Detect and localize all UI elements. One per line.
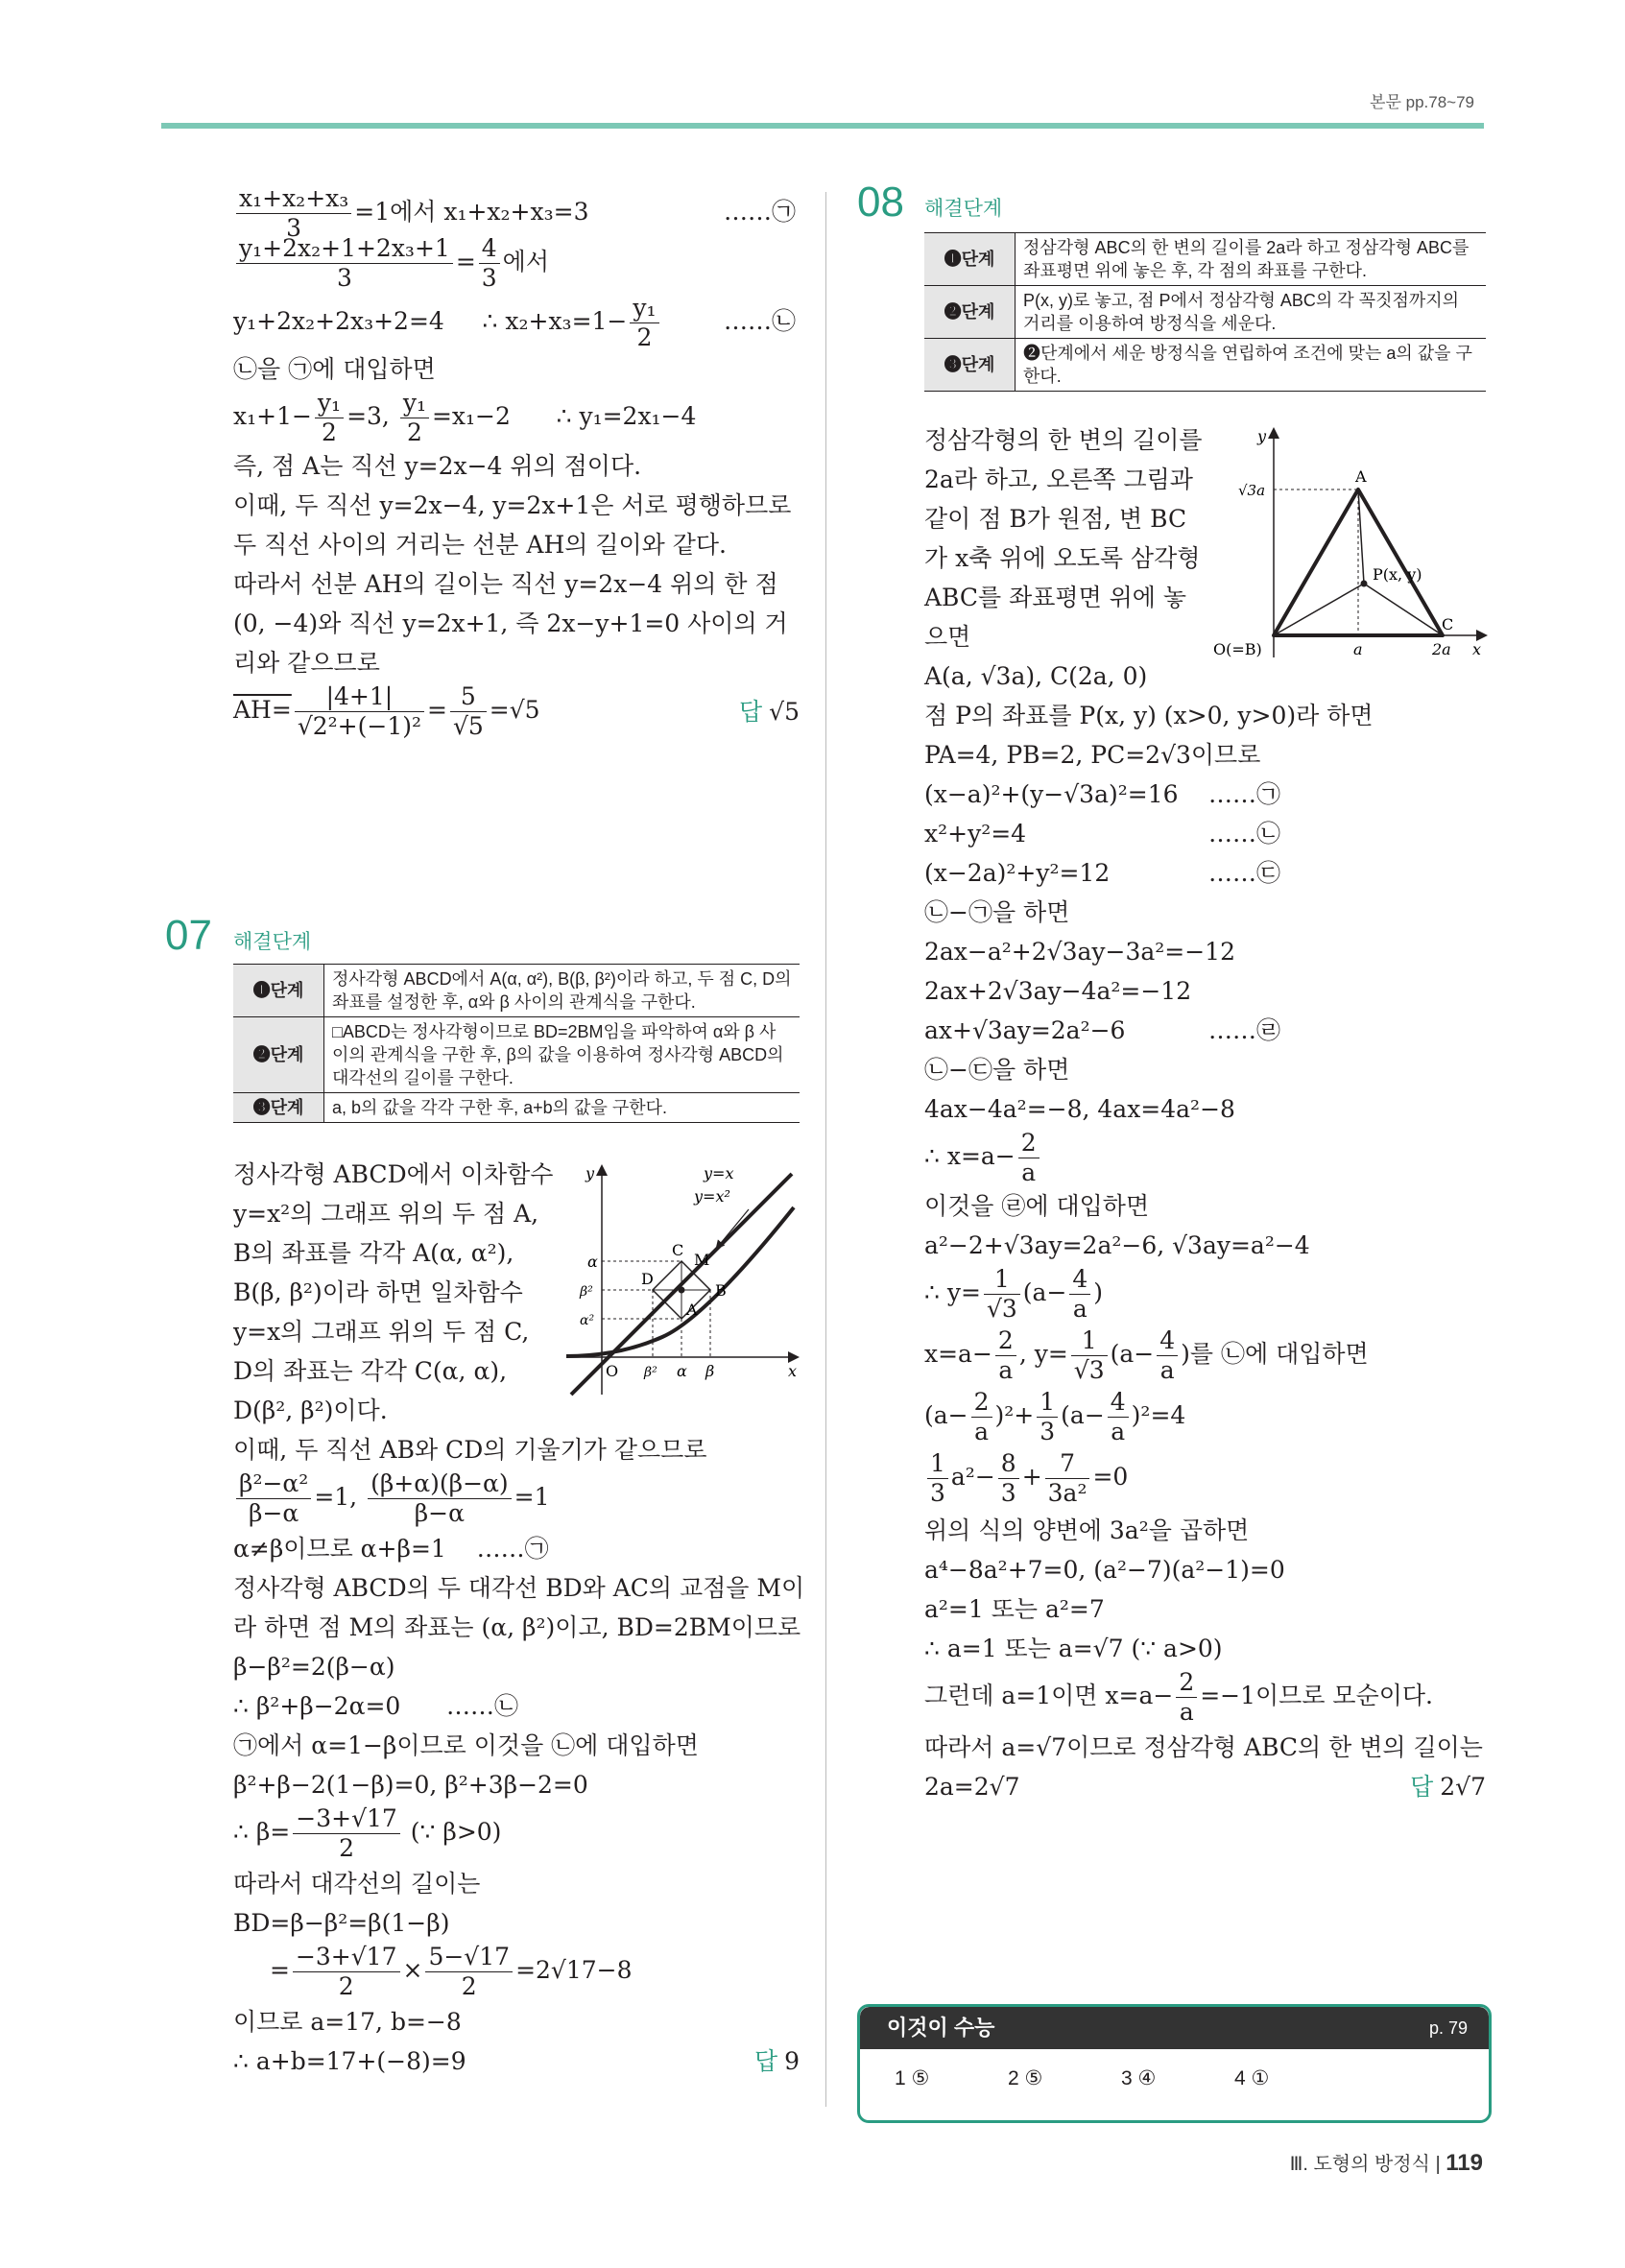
text-line: D(β², β²)이다. bbox=[233, 1397, 388, 1424]
y-axis-label: y bbox=[1257, 427, 1267, 445]
eq-line: PA=4, PB=2, PC=2√3이므로 bbox=[924, 741, 1261, 769]
solution-steps-table bbox=[233, 964, 800, 1123]
text-line: ㉡을 ㉠에 대입하면 bbox=[233, 355, 436, 383]
eq-line: x₁+1− $\frac{\text{y₁}}{2}$ =3, $\frac{\text{y₁}}{2}$ =x₁−2 ∴ y₁=2x₁−4 bbox=[233, 389, 697, 446]
point-c-label: C bbox=[672, 1241, 684, 1259]
suneung-answer-box bbox=[857, 2004, 1492, 2123]
text-line: ㉠에서 α=1−β이므로 이것을 ㉡에 대입하면 bbox=[233, 1731, 699, 1759]
y-tick-sqrt3a: √3a bbox=[1238, 482, 1266, 499]
x-axis-label: x bbox=[788, 1362, 798, 1380]
solution-steps-label: 해결단계 bbox=[924, 198, 1003, 220]
text-line: ㉡−㉢을 하면 bbox=[924, 1056, 1070, 1084]
suneung-answers bbox=[895, 2066, 1348, 2090]
x-tick-alpha: α bbox=[677, 1362, 687, 1380]
eq-line: ∴ a=1 또는 a=√7 (∵ a>0) bbox=[924, 1635, 1223, 1662]
point-p-label: P(x, y) bbox=[1373, 565, 1422, 584]
text-line: B(β, β²)이라 하면 일차함수 bbox=[233, 1278, 523, 1306]
point-c-label: C bbox=[1442, 615, 1454, 633]
eq-line: α≠β이므로 α+β=1 ……㉠ bbox=[233, 1535, 549, 1563]
left-column bbox=[233, 184, 800, 746]
page-footer bbox=[1290, 2148, 1483, 2177]
text-line: y=x²의 그래프 위의 두 점 A, bbox=[233, 1200, 539, 1228]
text-line: 이므로 a=17, b=−8 bbox=[233, 2008, 462, 2036]
text-line: 정사각형 ABCD에서 이차함수 bbox=[233, 1160, 554, 1188]
step-row: ❷단계 □ABCD는 정사각형이므로 BD=2BM임을 파악하여 α와 β 사이의 관계식을 구한 후, β의 값을 이용하여 정사각형 ABCD의 대각선의 길이를 구한다. bbox=[233, 1017, 800, 1093]
text-line: 가 x축 위에 오도록 삼각형 bbox=[924, 544, 1201, 572]
text-line: 이것을 ㉣에 대입하면 bbox=[924, 1192, 1150, 1220]
text-line: D의 좌표는 각각 C(α, α), bbox=[233, 1357, 508, 1385]
eq-line: $\frac{\text{β²−α²}}{\beta-\alpha}$ =1, $\frac{(\beta+\alpha)(\beta-\alpha)}{\beta-\alpha}$ =1 bbox=[233, 1469, 800, 1529]
eq-line: (x−2a)²+y²=12 ……㉢ bbox=[924, 859, 1280, 887]
text-line: 정삼각형의 한 변의 길이를 bbox=[924, 426, 1203, 454]
eq-line: $\frac{\text{x₁+x₂+x₃}}{3}$ =1에서 x₁+x₂+x₃=3 ……㉠ bbox=[233, 184, 800, 234]
x-tick-beta-squared: β² bbox=[644, 1365, 657, 1380]
text-line: 따라서 대각선의 길이는 bbox=[233, 1870, 481, 1898]
eq-line: a²−2+√3ay=2a²−6, √3ay=a²−4 bbox=[924, 1231, 1310, 1259]
text-line: ABC를 좌표평면 위에 놓 bbox=[924, 584, 1187, 611]
text-line: ㉡−㉠을 하면 bbox=[924, 898, 1070, 926]
eq-line: 점 P의 좌표를 P(x, y) (x>0, y>0)라 하면 bbox=[924, 702, 1374, 729]
x-axis-label: x bbox=[1472, 640, 1482, 658]
answer-item: 4 ① bbox=[1234, 2067, 1270, 2089]
question-number: 07 bbox=[165, 912, 212, 959]
point-p bbox=[1361, 581, 1368, 587]
chapter-title: Ⅲ. 도형의 방정식 bbox=[1289, 2154, 1430, 2175]
text-line: y=x의 그래프 위의 두 점 C, bbox=[233, 1318, 530, 1346]
suneung-header: 이것이 수능 p. 79 bbox=[860, 2007, 1489, 2049]
footer-separator: | bbox=[1435, 2154, 1441, 2175]
eq-line: $\frac{\text{y₁+2x₂+1+2x₃+1}}{3}$ = $\frac{4}{3}$ 에서 bbox=[233, 234, 800, 294]
eq-line: A(a, √3a), C(2a, 0) bbox=[924, 662, 1148, 690]
step-row: ❶단계 정삼각형 ABC의 한 변의 길이를 2a라 하고 정삼각형 ABC를 좌표평면 위에 놓은 후, 각 점의 좌표를 구한다. bbox=[924, 233, 1486, 286]
text-line: 두 직선 사이의 거리는 선분 AH의 길이와 같다. bbox=[233, 531, 727, 559]
parabola-curve bbox=[566, 1207, 794, 1356]
answer: 답 √5 bbox=[739, 698, 800, 726]
segment-pc bbox=[1364, 584, 1443, 635]
eq-line: ∴ x=a− $\frac{2}{a}$ bbox=[924, 1129, 1486, 1186]
eq-line: AH= $\frac{|4+1|}{\text{√2²+(−1)²}}$ = $\frac{5}{√5}$ =√5 답 √5 bbox=[233, 682, 800, 740]
answer-item: 1 ⑤ bbox=[895, 2067, 930, 2089]
text-line: 라 하면 점 M의 좌표는 (α, β²)이고, BD=2BM이므로 bbox=[233, 1613, 801, 1641]
eq-line: = $\frac{-3+√17}{2}$ × $\frac{5-√17}{2}$ =2√17−8 bbox=[270, 1943, 633, 2000]
text-line: 즉, 점 A는 직선 y=2x−4 위의 점이다. bbox=[233, 452, 642, 480]
step-row: ❶단계 정사각형 ABCD에서 A(α, α²), B(β, β²)이라 하고, 두 점 C, D의 좌표를 설정한 후, α와 β 사이의 관계식을 구한다. bbox=[233, 965, 800, 1017]
point-b-label: B bbox=[715, 1281, 727, 1300]
y-tick-alpha: α bbox=[587, 1253, 598, 1271]
solution-steps-label: 해결단계 bbox=[233, 931, 312, 953]
curve-label: y=x² bbox=[694, 1187, 730, 1206]
x-tick-a: a bbox=[1353, 640, 1363, 658]
eq-line: ∴ a+b=17+(−8)=9 답 9 bbox=[233, 2041, 800, 2081]
text-line: 정사각형 ABCD의 두 대각선 BD와 AC의 교점을 M이 bbox=[233, 1574, 805, 1602]
point-d-label: D bbox=[641, 1270, 654, 1288]
text-line: 따라서 a=√7이므로 정삼각형 ABC의 한 변의 길이는 bbox=[924, 1733, 1483, 1761]
curve-pointer bbox=[717, 1209, 749, 1248]
point-a-label: A bbox=[686, 1301, 698, 1319]
q08-graph bbox=[1211, 422, 1490, 662]
eq-line: 2a=2√7 답 2√7 bbox=[924, 1767, 1486, 1806]
point-a-label: A bbox=[1355, 467, 1367, 486]
text-line: 따라서 선분 AH의 길이는 직선 y=2x−4 위의 한 점 bbox=[233, 570, 778, 598]
x-tick-2a: 2a bbox=[1432, 640, 1451, 658]
column-divider bbox=[825, 192, 826, 2107]
answer: 답 9 bbox=[753, 2047, 800, 2075]
eq-line: (x−a)²+(y−√3a)²=16 ……㉠ bbox=[924, 780, 1280, 808]
eq-line: y₁+2x₂+2x₃+2=4 ∴ x₂+x₃=1− $\frac{\text{y₁}}{2}$ ……㉡ bbox=[233, 294, 796, 351]
eq-line: 그런데 a=1이면 x=a− $\frac{2}{a}$ =−1이므로 모순이다. bbox=[924, 1668, 1433, 1726]
origin-label: O(=B) bbox=[1213, 640, 1262, 658]
text-line: 이때, 두 직선 y=2x−4, y=2x+1은 서로 평행하므로 bbox=[233, 491, 792, 519]
step-row: ❸단계 a, b의 값을 각각 구한 후, a+b의 값을 구한다. bbox=[233, 1093, 800, 1123]
step-row: ❷단계 P(x, y)로 놓고, 점 P에서 정삼각형 ABC의 각 꼭짓점까지의 거리를 이용하여 방정식을 세운다. bbox=[924, 286, 1486, 339]
origin-label: O bbox=[606, 1362, 619, 1380]
step-row: ❸단계 ❷단계에서 세운 방정식을 연립하여 조건에 맞는 a의 값을 구한다. bbox=[924, 339, 1486, 392]
answer-item: 2 ⑤ bbox=[1008, 2067, 1043, 2089]
eq-line: β²+β−2(1−β)=0, β²+3β−2=0 bbox=[233, 1771, 588, 1799]
eq-line: ∴ β= $\frac{-3+√17}{2}$ (∵ β>0) bbox=[233, 1804, 502, 1862]
eq-line: ∴ y= $\frac{1}{√3}$ (a− $\frac{4}{a}$ ) bbox=[924, 1265, 1104, 1323]
text-line: B의 좌표를 각각 A(α, α²), bbox=[233, 1239, 514, 1267]
q07-graph bbox=[562, 1159, 801, 1399]
question-number: 08 bbox=[857, 179, 904, 226]
x-tick-beta: β bbox=[705, 1362, 715, 1380]
eq-line: ∴ β²+β−2α=0 ……㉡ bbox=[233, 1692, 519, 1720]
text-line: 리와 같으므로 bbox=[233, 649, 380, 677]
eq-line: β−β²=2(β−α) bbox=[233, 1653, 395, 1681]
eq-line: 2ax+2√3ay−4a²=−12 bbox=[924, 977, 1192, 1005]
equilateral-triangle-abc bbox=[1274, 489, 1443, 635]
y-tick-alpha-squared: α² bbox=[580, 1313, 595, 1328]
eq-line: (a− $\frac{2}{a}$ )²+ $\frac{1}{3}$ (a− $\frac{4}{a}$ )²=4 bbox=[924, 1388, 1186, 1445]
eq-line: BD=β−β²=β(1−β) bbox=[233, 1909, 450, 1937]
segment-pa bbox=[1358, 489, 1364, 584]
eq-line: a⁴−8a²+7=0, (a²−7)(a²−1)=0 bbox=[924, 1556, 1285, 1584]
text-line: 같이 점 B가 원점, 변 BC bbox=[924, 505, 1187, 533]
solution-steps-table bbox=[924, 232, 1486, 392]
eq-line: x²+y²=4 ……㉡ bbox=[924, 820, 1280, 848]
page-number: 119 bbox=[1446, 2150, 1483, 2176]
eq-line: 4ax−4a²=−8, 4ax=4a²−8 bbox=[924, 1095, 1235, 1123]
y-axis-label: y bbox=[585, 1164, 595, 1182]
text-line: 이때, 두 직선 AB와 CD의 기울기가 같으므로 bbox=[233, 1436, 707, 1464]
eq-line: $\frac{1}{3}$ a²− $\frac{8}{3}$ + $\frac{7}{\text{3a²}}$ =0 bbox=[924, 1449, 1486, 1511]
eq-line: a²=1 또는 a²=7 bbox=[924, 1595, 1105, 1623]
page-reference: 본문 pp.78~79 bbox=[1370, 93, 1474, 111]
eq-line: ax+√3ay=2a²−6 ……㉣ bbox=[924, 1016, 1280, 1044]
eq-line: x=a− $\frac{2}{a}$ , y= $\frac{1}{√3}$ (a− $\frac{4}{a}$ )를 ㉡에 대입하면 bbox=[924, 1326, 1369, 1384]
y-tick-beta-squared: β² bbox=[580, 1284, 593, 1300]
text-line: 위의 식의 양변에 3a²을 곱하면 bbox=[924, 1516, 1250, 1544]
answer: 답 2√7 bbox=[1410, 1773, 1486, 1801]
eq-line: 2ax−a²+2√3ay−3a²=−12 bbox=[924, 938, 1235, 966]
text-line: 으면 bbox=[924, 623, 971, 651]
text-line: (0, −4)와 직선 y=2x+1, 즉 2x−y+1=0 사이의 거 bbox=[233, 609, 788, 637]
text-line: 2a라 하고, 오른쪽 그림과 bbox=[924, 466, 1193, 493]
line-label: y=x bbox=[704, 1164, 734, 1182]
answer-item: 3 ④ bbox=[1121, 2067, 1157, 2089]
point-m-label: M bbox=[694, 1251, 710, 1269]
header-rule bbox=[161, 123, 1484, 129]
